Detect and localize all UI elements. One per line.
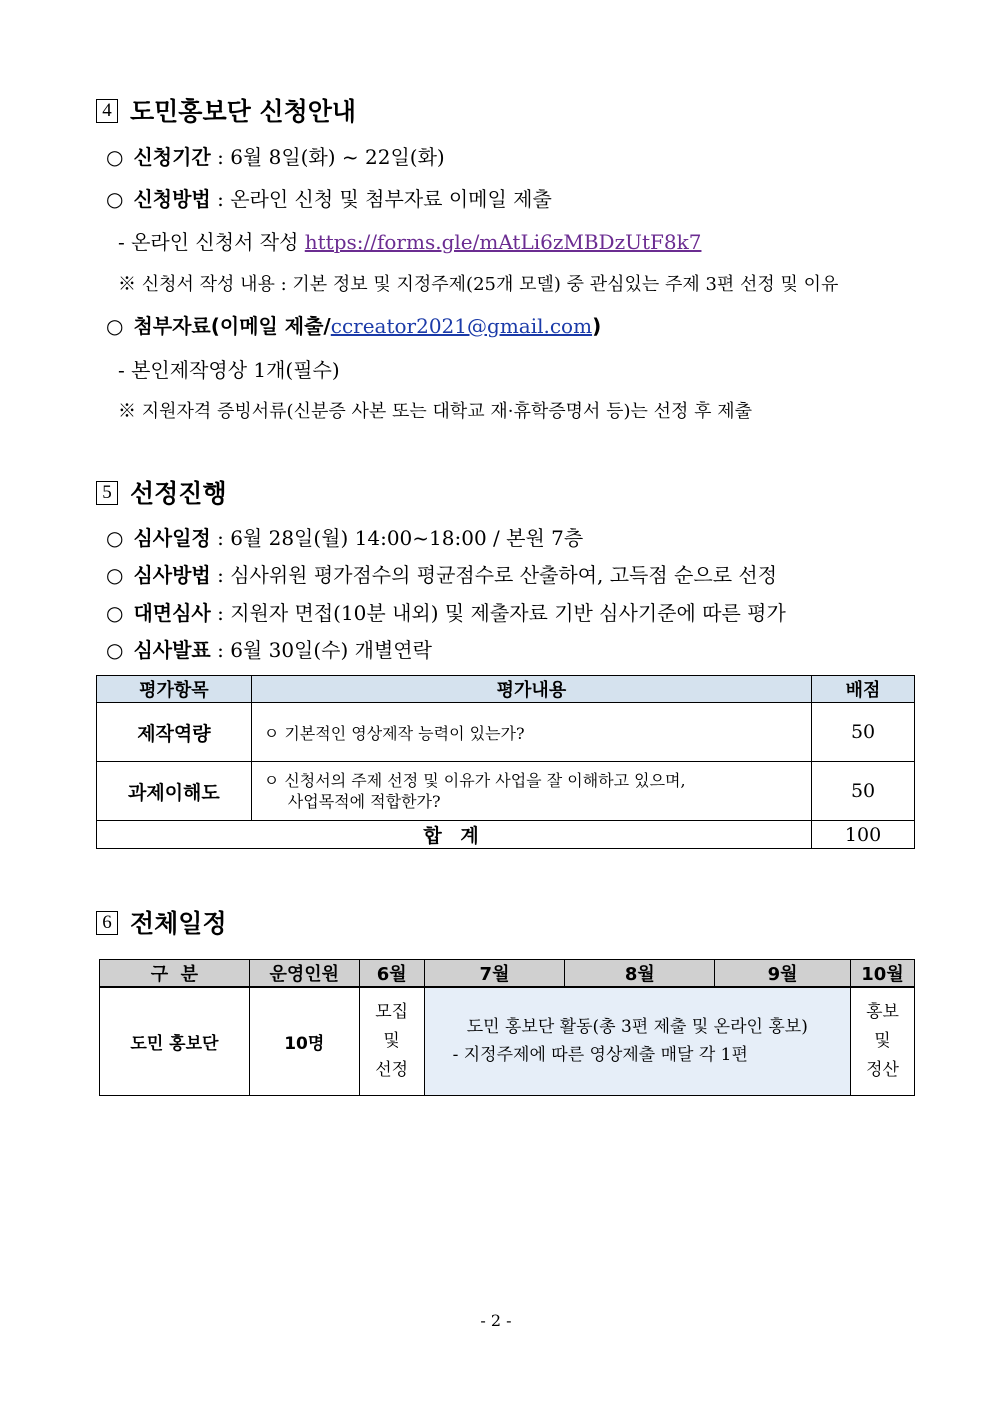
application-method xyxy=(106,183,552,212)
eval-content xyxy=(251,762,811,821)
email-link[interactable]: ccreator2021@gmail.com xyxy=(330,314,593,338)
header-cell: 7월 xyxy=(424,960,565,988)
table-header-row xyxy=(97,676,915,703)
june-line: 및 xyxy=(383,1030,400,1051)
circle-bullet-icon: ○ xyxy=(106,145,124,169)
form-link[interactable]: https://forms.gle/mAtLi6zMBDzUtF8k7 xyxy=(304,230,702,254)
header-cell: 운영인원 xyxy=(249,960,359,988)
table-row xyxy=(97,762,915,821)
section-6-heading xyxy=(96,904,227,940)
review-method xyxy=(106,559,777,588)
total-score: 100 xyxy=(812,821,915,849)
note-application-content: ※ 신청서 작성 내용 : 기본 정보 및 지정주제(25개 모델) 중 관심있는 주제 3편 선정 및 이유 xyxy=(118,274,839,295)
item-label: 심사방법 xyxy=(133,563,211,587)
item-label: 심사발표 xyxy=(133,638,211,662)
review-schedule xyxy=(106,522,583,551)
section-title: 선정진행 xyxy=(130,479,227,508)
period-label: 신청기간 xyxy=(133,145,211,169)
online-form-line xyxy=(118,226,701,255)
eval-score: 50 xyxy=(812,762,915,821)
note-documents: ※ 지원자격 증빙서류(신분증 사본 또는 대학교 재·휴학증명서 등)는 선정 후 제출 xyxy=(118,401,753,422)
header-cell: 구 분 xyxy=(100,960,250,988)
item-value: : 심사위원 평가점수의 평균점수로 산출하여, 고득점 순으로 선정 xyxy=(210,563,778,587)
page-number: - 2 - xyxy=(480,1311,512,1330)
header-cell: 배점 xyxy=(812,676,915,703)
item-value: : 지원자 면접(10분 내외) 및 제출자료 기반 심사기준에 따른 평가 xyxy=(210,601,786,625)
item-value: : 6월 30일(수) 개별연락 xyxy=(210,638,432,662)
attach-close: ) xyxy=(592,314,602,338)
header-cell: 평가내용 xyxy=(251,676,811,703)
activity-line: 도민 홍보단 활동(총 3편 제출 및 온라인 홍보) xyxy=(466,1017,808,1038)
activity-line: - 지정주제에 따른 영상제출 매달 각 1편 xyxy=(452,1045,748,1066)
header-cell: 9월 xyxy=(715,960,851,988)
category-cell: 도민 홍보단 xyxy=(100,987,250,1095)
eval-score: 50 xyxy=(812,703,915,762)
table-header-row xyxy=(100,960,915,988)
schedule-table xyxy=(99,959,915,1096)
june-cell xyxy=(359,987,424,1095)
total-row xyxy=(97,821,915,849)
eval-item: 과제이해도 xyxy=(97,762,252,821)
circle-bullet-icon: ○ xyxy=(106,563,124,587)
evaluation-table xyxy=(96,675,915,849)
online-form-text: - 온라인 신청서 작성 xyxy=(118,230,305,254)
count-cell: 10명 xyxy=(249,987,359,1095)
june-line: 모집 xyxy=(375,1001,409,1022)
table-row xyxy=(97,703,915,762)
header-cell: 6월 xyxy=(359,960,424,988)
method-value: : 온라인 신청 및 첨부자료 이메일 제출 xyxy=(210,187,552,211)
interview xyxy=(106,597,786,626)
item-value: : 6월 28일(월) 14:00~18:00 / 본원 7층 xyxy=(210,526,584,550)
circle-bullet-icon: ○ xyxy=(106,638,124,662)
section-title: 도민홍보단 신청안내 xyxy=(130,97,357,126)
october-cell xyxy=(851,987,915,1095)
header-cell: 평가항목 xyxy=(97,676,252,703)
application-period xyxy=(106,141,445,170)
method-label: 신청방법 xyxy=(133,187,211,211)
section-5-heading xyxy=(96,474,227,510)
result-announcement xyxy=(106,634,432,663)
circle-bullet-icon: ○ xyxy=(106,314,124,338)
table-row xyxy=(100,987,915,1095)
october-line: 홍보 xyxy=(866,1001,899,1022)
eval-content-line: ㅇ 신청서의 주제 선정 및 이유가 사업을 잘 이해하고 있으며, xyxy=(263,771,686,790)
video-requirement: - 본인제작영상 1개(필수) xyxy=(118,358,340,382)
attach-label: 첨부자료(이메일 제출/ xyxy=(133,314,331,338)
header-cell: 8월 xyxy=(565,960,715,988)
item-label: 심사일정 xyxy=(133,526,211,550)
section-number-box: 6 xyxy=(96,911,118,935)
item-label: 대면심사 xyxy=(133,601,211,625)
section-number-box: 4 xyxy=(96,99,118,123)
activity-cell xyxy=(424,987,850,1095)
circle-bullet-icon: ○ xyxy=(106,187,124,211)
eval-content-line: 사업목적에 적합한가? xyxy=(287,792,441,811)
section-title: 전체일정 xyxy=(130,909,227,938)
october-line: 정산 xyxy=(866,1059,899,1080)
attachments-line xyxy=(106,310,601,339)
eval-item: 제작역량 xyxy=(97,703,252,762)
october-line: 및 xyxy=(874,1030,891,1051)
circle-bullet-icon: ○ xyxy=(106,601,124,625)
eval-content: ㅇ 기본적인 영상제작 능력이 있는가? xyxy=(251,703,811,762)
circle-bullet-icon: ○ xyxy=(106,526,124,550)
section-number-box: 5 xyxy=(96,481,118,505)
period-value: : 6월 8일(화) ~ 22일(화) xyxy=(210,145,445,169)
section-4-heading xyxy=(96,92,356,128)
total-label: 합 계 xyxy=(97,821,812,849)
header-cell: 10월 xyxy=(851,960,915,988)
june-line: 선정 xyxy=(375,1059,409,1080)
